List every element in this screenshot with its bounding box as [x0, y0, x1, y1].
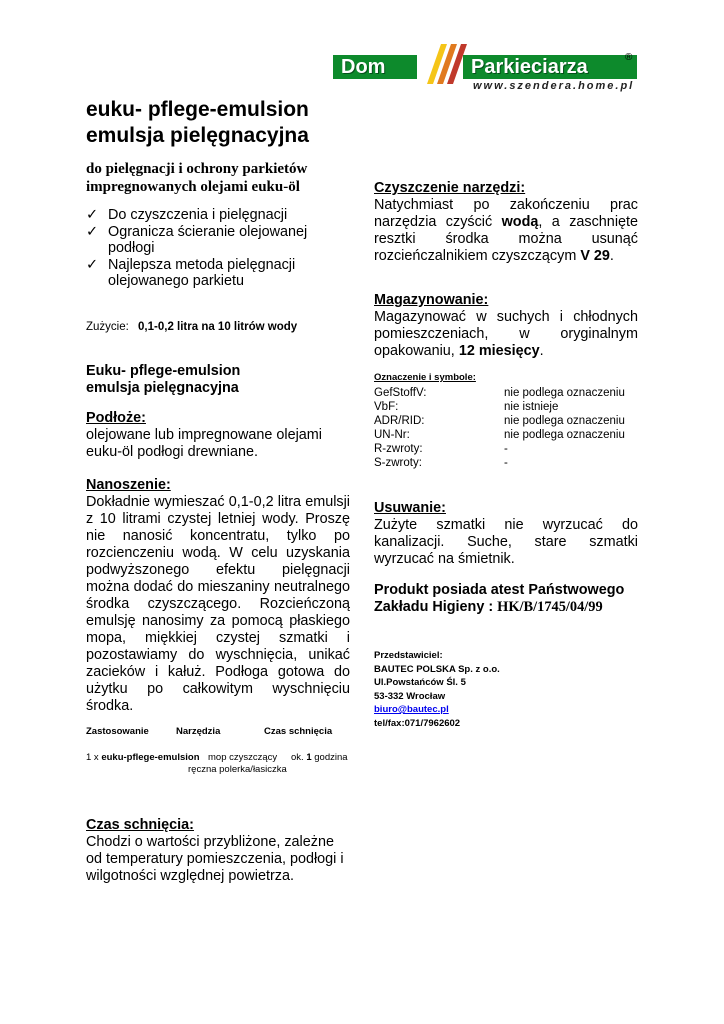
symbol-row: VbF: nie istnieje	[374, 401, 559, 413]
logo	[333, 44, 638, 94]
subtitle-line-1: do pielęgnacji i ochrony parkietów	[86, 161, 308, 177]
czyszczenie-heading: Czyszczenie narzędzi:	[374, 180, 526, 196]
logo-stripes-icon	[415, 44, 470, 84]
check-icon: ✓	[86, 207, 99, 223]
logo-word-dom: Dom	[333, 55, 417, 79]
oznaczenie-heading: Oznaczenie i symbole:	[374, 372, 476, 383]
feature-item: ✓ Do czyszczenia i pielęgnacji	[86, 207, 288, 223]
usage-value: 0,1-0,2 litra na 10 litrów wody	[138, 321, 298, 333]
section-czyszczenie	[374, 180, 638, 265]
subtitle	[86, 160, 307, 196]
section-nanoszenie	[86, 477, 350, 715]
logo-url: www.szendera.home.pl	[473, 80, 635, 92]
symbol-row: S-zwroty: -	[374, 457, 508, 469]
subtitle-line-2: impregnowanych olejami euku-öl	[86, 179, 300, 195]
feature-list	[86, 207, 326, 290]
symbol-row: UN-Nr: nie podlega oznaczeniu	[374, 429, 625, 441]
section-atest: Produkt posiada atest Państwowego Zakładu Higieny : HK/B/1745/04/99	[374, 582, 625, 615]
kontakt-street: Ul.Powstańców Śl. 5	[374, 677, 466, 688]
symbol-row: ADR/RID: nie podlega oznaczeniu	[374, 415, 625, 427]
symbol-row: R-zwroty: -	[374, 443, 508, 455]
kontakt-city: 53-332 Wrocław	[374, 690, 446, 702]
section-czas	[86, 817, 352, 885]
title-line-1: euku- pflege-emulsion	[86, 98, 309, 121]
czyszczenie-text: Natychmiast po zakończeniu prac narzędzia czyścić wodą, a zaschnięte resztki środka można usunąć rozcieńczalnikiem czyszczącym V 29.	[374, 197, 639, 264]
registered-mark: ®	[625, 52, 633, 63]
section-kontakt	[374, 649, 500, 730]
feature-item: ✓ Najlepsza metoda pielęgnacji olejowanego parkietu	[86, 256, 296, 289]
email-link[interactable]: biuro@bautec.pl	[374, 704, 449, 715]
section-magazynowanie	[374, 292, 638, 360]
usuwanie-heading: Usuwanie:	[374, 500, 446, 516]
table-tools-1: mop czyszczący	[208, 752, 278, 763]
kontakt-phone: tel/fax:071/7962602	[374, 717, 461, 729]
magazynowanie-heading: Magazynowanie:	[374, 292, 489, 308]
magazynowanie-text: Magazynować w suchych i chłodnych pomieszczeniach, w oryginalnym opakowaniu, 12 miesięcy.	[374, 309, 638, 359]
czas-text: Chodzi o wartości przybliżone, zależne od temperatury pomieszczenia, podłogi i wilgotności względnej powietrza.	[86, 834, 344, 884]
usuwanie-text: Zużyte szmatki nie wyrzucać do kanalizacji. Suche, stare szmatki wyrzucać na śmietnik.	[374, 517, 638, 567]
title-line-2: emulsja pielęgnacyjna	[86, 124, 309, 147]
nanoszenie-text: Dokładnie wymieszać 0,1-0,2 litra emulsji z 10 litrami czystej letniej wody. Proszę nie nanosić koncentratu, tylko po rozcienczeniu wodą. W celu uzyskania podwyższonego efektu pielęgnacji można dodać do mieszaniny neutralnego środka czyszczącego. Rozcieńczoną emulsję nanosimy za pomocą płaskiego mopa, miękkiej czystej szmatki i pozostawiamy do wyschnięcia, unikać zacieków i kałuż. Podłoga gotowa do użytku po całkowitym wyschnięciu środka.	[86, 494, 350, 714]
nanoszenie-heading: Nanoszenie:	[86, 477, 171, 493]
product-name: Euku- pflege-emulsion emulsja pielęgnacyjna	[86, 363, 241, 396]
feature-item: ✓ Ogranicza ścieranie olejowanej podłogi	[86, 223, 308, 256]
usage	[86, 320, 297, 334]
logo-word-parkieciarza: Parkieciarza	[463, 55, 637, 79]
symbol-row: GefStoffV: nie podlega oznaczeniu	[374, 387, 625, 399]
table-row: 1 x euku-pflege-emulsion	[86, 752, 200, 763]
kontakt-heading: Przedstawiciel:	[374, 650, 443, 661]
podloze-text: olejowane lub impregnowane olejami euku-öl podłogi drewniane.	[86, 427, 322, 460]
page-title	[86, 97, 309, 149]
podloze-heading: Podłoże:	[86, 410, 146, 426]
kontakt-company: BAUTEC POLSKA Sp. z o.o.	[374, 663, 500, 675]
section-podloze	[86, 410, 352, 461]
table-header-drying: Czas schnięcia	[264, 726, 333, 737]
check-icon: ✓	[86, 256, 99, 273]
czas-heading: Czas schnięcia:	[86, 817, 194, 833]
usage-label: Zużycie:	[86, 321, 129, 333]
table-tools-2: ręczna polerka/łasiczka	[188, 764, 287, 775]
section-oznaczenie	[374, 372, 664, 472]
table-header-application: Zastosowanie	[86, 726, 149, 737]
check-icon: ✓	[86, 223, 99, 240]
table-header-tools: Narzędzia	[176, 726, 221, 737]
section-usuwanie	[374, 500, 638, 568]
table-drying: ok. 1 godzina	[291, 752, 348, 763]
